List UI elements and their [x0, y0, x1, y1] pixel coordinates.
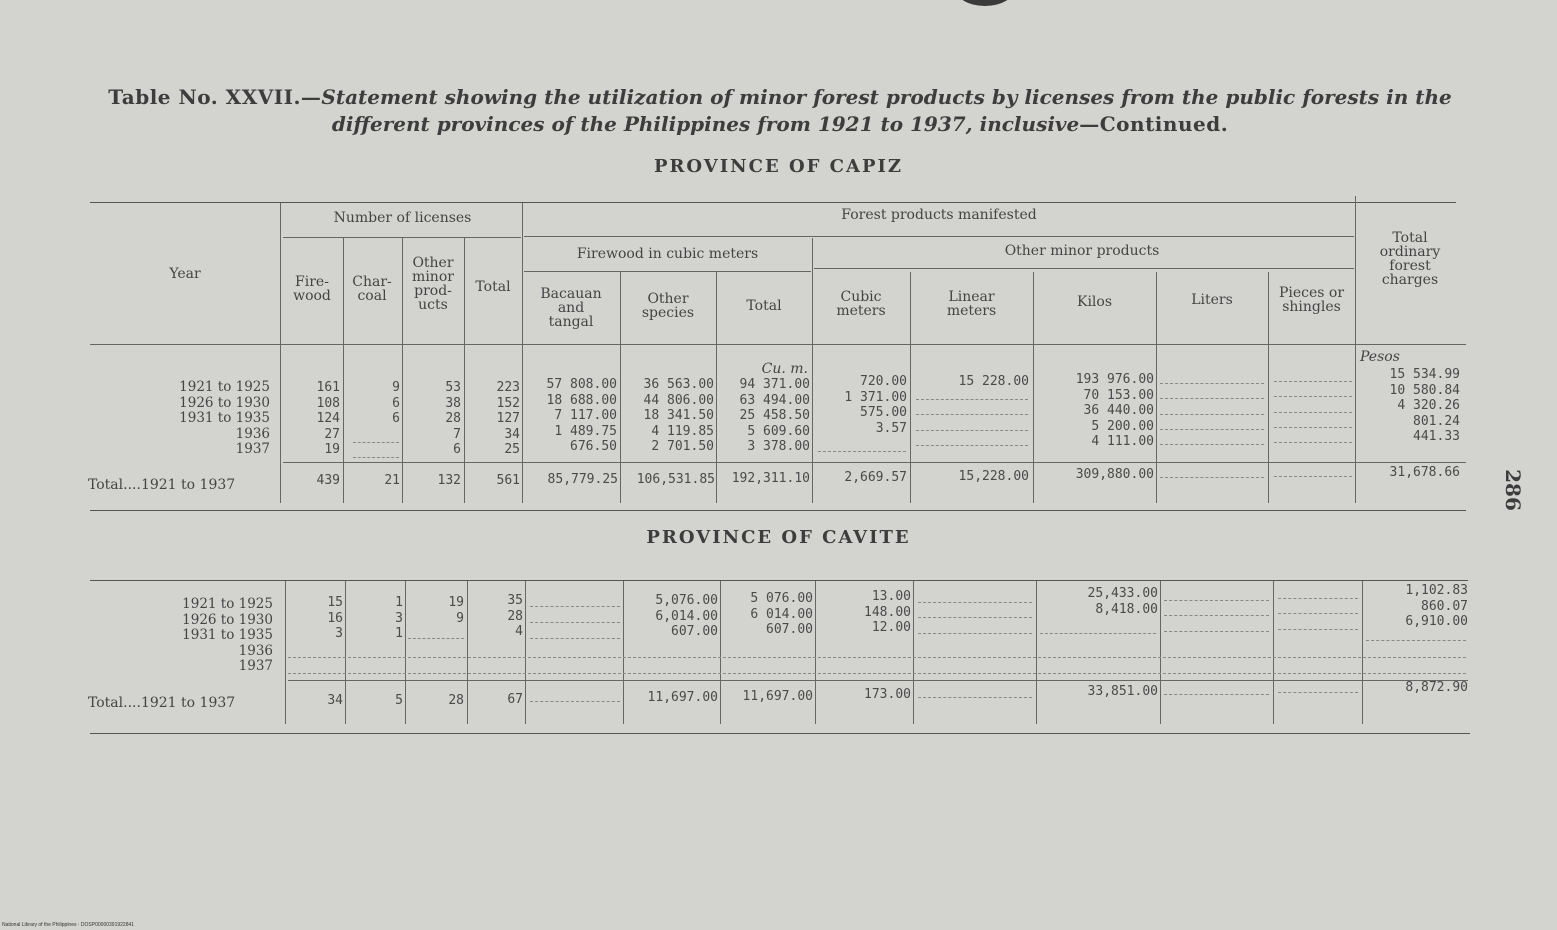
blank-dash	[530, 606, 620, 607]
col-divider	[280, 203, 281, 503]
header-bacauan: Bacauan and tangal	[540, 286, 602, 330]
blank-dash-row-1937	[288, 673, 1466, 674]
blank-dash	[1274, 442, 1352, 443]
cavite-total-word: Total	[88, 695, 124, 711]
blank-dash	[1366, 640, 1466, 641]
capiz-total-label	[88, 477, 235, 493]
blank-dash-row-1936	[288, 657, 1466, 658]
blank-dash	[918, 633, 1032, 634]
capiz-linear-col: 15 228.00	[958, 374, 1029, 389]
blank-dash	[1160, 383, 1264, 384]
blank-dash	[530, 701, 620, 702]
unit-pesos: Pesos	[1360, 349, 1400, 365]
cavite-total-species: 11,697.00	[647, 690, 718, 705]
capiz-total-species: 106,531.85	[636, 472, 715, 487]
blank-dash	[1160, 429, 1264, 430]
blank-dash	[918, 697, 1032, 698]
blank-dash	[1278, 692, 1358, 693]
blank-dash	[353, 457, 399, 458]
capiz-total-total: 561	[496, 473, 520, 488]
col-divider	[720, 581, 721, 724]
col-divider	[345, 581, 346, 724]
capiz-total-charges: 31,678.66	[1389, 465, 1460, 480]
cavite-total-years: 1921 to 1937	[140, 695, 236, 711]
blank-dash	[1278, 598, 1358, 599]
table-bottom-rule	[90, 733, 1470, 734]
header-pieces-shingles: Pieces or shingles	[1278, 285, 1345, 315]
cavite-kilos-col: 25,433.00 8,418.00	[1087, 586, 1158, 617]
header-forest-products: Forest products manifested	[841, 207, 1037, 223]
header-firewood-cubic: Firewood in cubic meters	[576, 246, 759, 262]
header-charcoal: Char- coal	[352, 274, 392, 304]
header-total-charges: Total ordinary forest charges	[1379, 230, 1441, 288]
header-other-minor-products: Other minor products	[1004, 243, 1160, 259]
blank-dash	[1278, 629, 1358, 630]
header-year: Year	[169, 266, 201, 282]
blank-dash	[1160, 477, 1264, 478]
cavite-fwtotal-col: 5 076.00 6 014.00 607.00	[750, 591, 813, 637]
col-divider	[913, 581, 914, 724]
blank-dash	[916, 399, 1028, 400]
blank-dash	[1274, 476, 1352, 477]
header-rule	[814, 268, 1354, 269]
header-firewood-total: Total	[746, 298, 782, 314]
blank-dash	[1274, 412, 1352, 413]
header-firewood: Fire- wood	[293, 274, 331, 304]
blank-dash	[1274, 427, 1352, 428]
table-number: Table No. XXVII.—	[108, 85, 322, 109]
table-continued: —Continued.	[1079, 112, 1229, 136]
unit-cubic-meters: Cu. m.	[761, 361, 808, 377]
cavite-total-firewood: 34	[327, 693, 343, 708]
capiz-fwtotal-col: 94 371.00 63 494.00 25 458.50 5 609.60 3 378.00	[739, 377, 810, 454]
cavite-species-col: 5,076.00 6,014.00 607.00	[655, 593, 718, 639]
capiz-total-years: 1921 to 1937	[140, 477, 236, 493]
capiz-total-linear: 15,228.00	[958, 469, 1029, 484]
total-rule	[283, 462, 1466, 463]
col-divider	[1355, 196, 1356, 503]
capiz-firewood-col: 161 108 124 27 19	[316, 380, 340, 457]
capiz-total-col: 223 152 127 34 25	[496, 380, 520, 457]
blank-dash	[1278, 613, 1358, 614]
ink-blot	[955, 0, 1015, 6]
dot-leader: ....	[123, 695, 141, 711]
total-rule	[288, 680, 1468, 681]
blank-dash	[1274, 381, 1352, 382]
capiz-total-firewood: 439	[316, 473, 340, 488]
col-divider	[1273, 581, 1274, 724]
col-divider	[405, 581, 406, 724]
blank-dash	[1160, 398, 1264, 399]
cavite-charges-col: 1,102.83 860.07 6,910.00	[1405, 583, 1468, 629]
capiz-total-fwtotal: 192,311.10	[731, 471, 810, 486]
header-rule	[524, 271, 811, 272]
blank-dash	[353, 442, 399, 443]
header-other-minor: Other minor prod- ucts	[412, 255, 454, 313]
header-linear-meters: Linear meters	[946, 289, 997, 319]
scan-footer: National Library of the Philippines · DOSP00000391922841	[2, 922, 135, 928]
col-divider	[522, 203, 523, 503]
capiz-charcoal-col: 9 6 6	[392, 380, 400, 426]
blank-dash	[918, 617, 1032, 618]
capiz-total-other: 132	[437, 473, 461, 488]
blank-dash	[916, 430, 1028, 431]
capiz-total-cubic: 2,669.57	[844, 470, 907, 485]
header-rule	[283, 237, 521, 238]
col-divider	[812, 238, 813, 503]
cavite-cubic-col: 13.00 148.00 12.00	[864, 589, 911, 635]
blank-dash	[1164, 615, 1269, 616]
col-divider	[525, 581, 526, 724]
blank-dash	[1160, 414, 1264, 415]
capiz-species-col: 36 563.00 44 806.00 18 341.50 4 119.85 2 701.50	[643, 377, 714, 454]
capiz-total-word: Total	[88, 477, 124, 493]
header-kilos: Kilos	[1076, 294, 1113, 310]
header-rule	[524, 236, 1354, 237]
header-cubic-meters: Cubic meters	[836, 289, 886, 319]
capiz-total-bacauan: 85,779.25	[547, 472, 618, 487]
blank-dash	[408, 638, 464, 639]
blank-dash	[1040, 633, 1156, 634]
table-bottom-rule	[90, 510, 1466, 511]
cavite-years: 1921 to 1925 1926 to 1930 1931 to 1935 1936 1937	[182, 596, 273, 674]
cavite-charcoal-col: 1 3 1	[395, 595, 403, 641]
cavite-total-total: 67	[507, 692, 523, 707]
capiz-charges-col: 15 534.99 10 580.84 4 320.26 801.24 441.33	[1389, 367, 1460, 444]
col-divider	[623, 581, 624, 724]
blank-dash	[1274, 396, 1352, 397]
cavite-total-fwtotal: 11,697.00	[742, 689, 813, 704]
blank-dash	[530, 622, 620, 623]
cavite-total-charcoal: 5	[395, 693, 403, 708]
col-divider	[1036, 581, 1037, 724]
table-title	[90, 84, 1470, 138]
cavite-total-other: 28	[448, 693, 464, 708]
col-divider	[285, 581, 286, 724]
table-top-rule	[90, 202, 1456, 203]
header-bottom-rule	[90, 344, 1466, 345]
col-divider	[1362, 581, 1363, 724]
cavite-firewood-col: 15 16 3	[327, 595, 343, 641]
col-divider	[467, 581, 468, 724]
capiz-cubic-col: 720.00 1 371.00 575.00 3.57	[844, 374, 907, 436]
blank-dash	[818, 451, 906, 452]
capiz-other-col: 53 38 28 7 6	[445, 380, 461, 457]
capiz-years: 1921 to 1925 1926 to 1930 1931 to 1935 1936 1937	[179, 379, 270, 457]
table-caption: Statement showing the utilization of minor forest products by licenses from the public forests in the different provinces of the Philippines from 1921 to 1937, inclusive	[321, 85, 1452, 136]
blank-dash	[916, 445, 1028, 446]
capiz-total-kilos: 309,880.00	[1075, 467, 1154, 482]
blank-dash	[1164, 631, 1269, 632]
capiz-bacauan-col: 57 808.00 18 688.00 7 117.00 1 489.75 676.50	[546, 377, 617, 454]
header-other-species: Other species	[641, 291, 695, 321]
header-total: Total	[475, 279, 511, 295]
col-divider	[815, 581, 816, 724]
cavite-total-col: 35 28 4	[507, 593, 523, 639]
blank-dash	[1164, 694, 1269, 695]
cavite-other-col: 19 9	[448, 595, 464, 626]
blank-dash	[1164, 600, 1269, 601]
cavite-total-cubic: 173.00	[864, 687, 911, 702]
table-top-rule	[90, 580, 1468, 581]
capiz-total-charcoal: 21	[384, 473, 400, 488]
blank-dash	[530, 638, 620, 639]
cavite-total-label	[88, 695, 235, 711]
province-cavite-heading: PROVINCE OF CAVITE	[646, 527, 911, 548]
header-number-of-licenses: Number of licenses	[333, 210, 472, 226]
blank-dash	[1160, 444, 1264, 445]
blank-dash	[918, 602, 1032, 603]
capiz-kilos-col: 193 976.00 70 153.00 36 440.00 5 200.00 4 111.00	[1075, 372, 1154, 449]
cavite-total-kilos: 33,851.00	[1087, 684, 1158, 699]
cavite-total-charges: 8,872.90	[1405, 680, 1468, 695]
col-divider	[1160, 581, 1161, 724]
blank-dash	[916, 414, 1028, 415]
page-number: 286	[1500, 469, 1525, 511]
dot-leader: ....	[123, 477, 141, 493]
header-liters: Liters	[1191, 292, 1233, 308]
col-divider	[464, 238, 465, 503]
province-capiz-heading: PROVINCE OF CAPIZ	[653, 156, 904, 177]
